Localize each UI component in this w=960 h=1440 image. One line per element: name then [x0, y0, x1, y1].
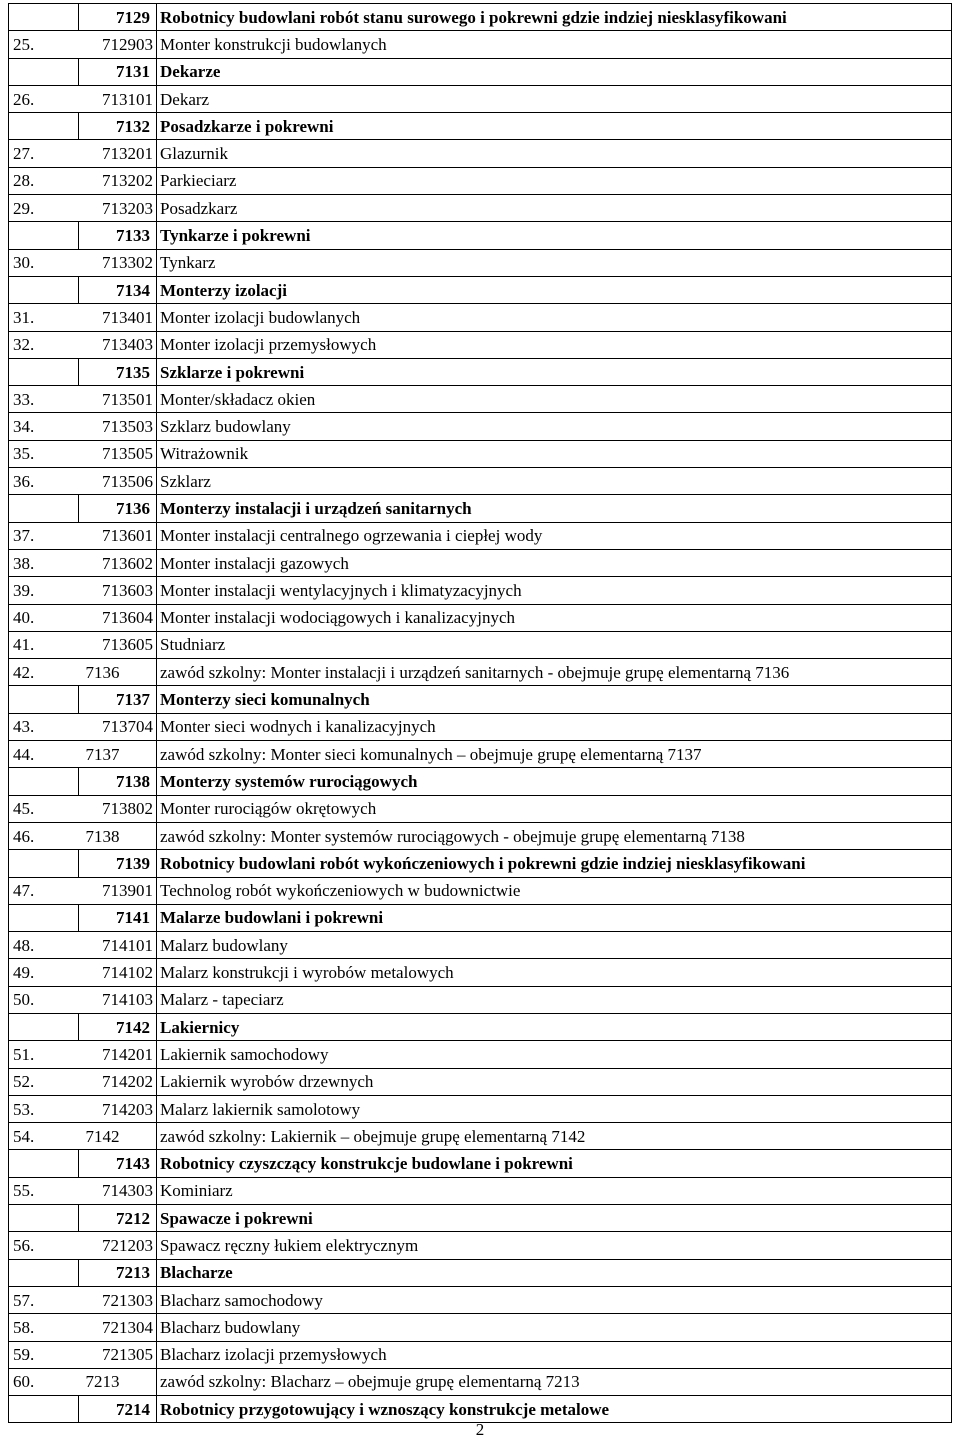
occupation-row	[9, 468, 952, 495]
occupation-code: 7142	[79, 1123, 157, 1150]
occupation-row	[9, 877, 952, 904]
occupation-row	[9, 959, 952, 986]
occupation-name: Monter izolacji przemysłowych	[157, 331, 952, 358]
ordinal-number: 51.	[9, 1041, 79, 1068]
occupation-code: 713302	[79, 249, 157, 276]
group-code: 7141	[79, 904, 157, 931]
ordinal-number: 58.	[9, 1314, 79, 1341]
ordinal-number: 27.	[9, 140, 79, 167]
group-code: 7137	[79, 686, 157, 713]
occupation-code: 721305	[79, 1341, 157, 1368]
occupation-name: Kominiarz	[157, 1177, 952, 1204]
occupation-row	[9, 795, 952, 822]
occupation-row	[9, 440, 952, 467]
group-header-row	[9, 1013, 952, 1040]
lp-cell-empty	[9, 1150, 79, 1177]
occupation-code: 713802	[79, 795, 157, 822]
ordinal-number: 25.	[9, 31, 79, 58]
occupation-name: Monter instalacji centralnego ogrzewania i ciepłej wody	[157, 522, 952, 549]
group-header-row	[9, 1396, 952, 1423]
group-name: Blacharze	[157, 1259, 952, 1286]
occupation-code: 713704	[79, 713, 157, 740]
lp-cell-empty	[9, 4, 79, 31]
ordinal-number: 60.	[9, 1368, 79, 1395]
occupation-code: 713505	[79, 440, 157, 467]
group-code: 7136	[79, 495, 157, 522]
occupation-name: Spawacz ręczny łukiem elektrycznym	[157, 1232, 952, 1259]
lp-cell-empty	[9, 904, 79, 931]
group-header-row	[9, 1150, 952, 1177]
ordinal-number: 47.	[9, 877, 79, 904]
ordinal-number: 28.	[9, 167, 79, 194]
group-code: 7134	[79, 276, 157, 303]
occupation-name: Glazurnik	[157, 140, 952, 167]
occupation-row	[9, 932, 952, 959]
occupation-row	[9, 1286, 952, 1313]
occupation-name: zawód szkolny: Monter systemów rurociągowych - obejmuje grupę elementarną 7138	[157, 822, 952, 849]
occupation-code: 714203	[79, 1095, 157, 1122]
ordinal-number: 29.	[9, 195, 79, 222]
group-code: 7214	[79, 1396, 157, 1423]
occupation-row	[9, 140, 952, 167]
group-code: 7132	[79, 113, 157, 140]
occupation-codes-body	[9, 4, 952, 1423]
lp-cell-empty	[9, 276, 79, 303]
occupation-row	[9, 822, 952, 849]
occupation-row	[9, 986, 952, 1013]
occupation-row	[9, 577, 952, 604]
occupation-codes-table	[8, 3, 952, 1423]
occupation-code: 7138	[79, 822, 157, 849]
group-header-row	[9, 768, 952, 795]
occupation-name: Malarz - tapeciarz	[157, 986, 952, 1013]
occupation-code: 713603	[79, 577, 157, 604]
occupation-name: Malarz lakiernik samolotowy	[157, 1095, 952, 1122]
occupation-code: 713101	[79, 85, 157, 112]
ordinal-number: 52.	[9, 1068, 79, 1095]
group-header-row	[9, 276, 952, 303]
group-name: Monterzy instalacji i urządzeń sanitarnych	[157, 495, 952, 522]
ordinal-number: 45.	[9, 795, 79, 822]
occupation-code: 714303	[79, 1177, 157, 1204]
occupation-row	[9, 31, 952, 58]
ordinal-number: 46.	[9, 822, 79, 849]
occupation-row	[9, 549, 952, 576]
lp-cell-empty	[9, 1013, 79, 1040]
occupation-code: 713604	[79, 604, 157, 631]
group-code: 7131	[79, 58, 157, 85]
ordinal-number: 42.	[9, 659, 79, 686]
occupation-code: 713203	[79, 195, 157, 222]
group-name: Robotnicy budowlani robót wykończeniowych i pokrewni gdzie indziej niesklasyfikowani	[157, 850, 952, 877]
occupation-code: 713605	[79, 631, 157, 658]
occupation-code: 7136	[79, 659, 157, 686]
occupation-name: Dekarz	[157, 85, 952, 112]
occupation-name: Lakiernik samochodowy	[157, 1041, 952, 1068]
occupation-name: Lakiernik wyrobów drzewnych	[157, 1068, 952, 1095]
group-code: 7129	[79, 4, 157, 31]
occupation-name: Szklarz	[157, 468, 952, 495]
occupation-name: Studniarz	[157, 631, 952, 658]
occupation-name: Monter rurociągów okrętowych	[157, 795, 952, 822]
group-header-row	[9, 1205, 952, 1232]
lp-cell-empty	[9, 358, 79, 385]
ordinal-number: 53.	[9, 1095, 79, 1122]
occupation-name: Posadzkarz	[157, 195, 952, 222]
occupation-name: Blacharz budowlany	[157, 1314, 952, 1341]
group-header-row	[9, 1259, 952, 1286]
occupation-name: Witrażownik	[157, 440, 952, 467]
ordinal-number: 48.	[9, 932, 79, 959]
group-name: Monterzy izolacji	[157, 276, 952, 303]
occupation-name: Parkieciarz	[157, 167, 952, 194]
occupation-name: Monter konstrukcji budowlanych	[157, 31, 952, 58]
occupation-code: 721304	[79, 1314, 157, 1341]
occupation-name: Tynkarz	[157, 249, 952, 276]
occupation-name: zawód szkolny: Lakiernik – obejmuje grupę elementarną 7142	[157, 1123, 952, 1150]
occupation-row	[9, 1368, 952, 1395]
occupation-code: 713602	[79, 549, 157, 576]
lp-cell-empty	[9, 1259, 79, 1286]
ordinal-number: 33.	[9, 386, 79, 413]
lp-cell-empty	[9, 58, 79, 85]
occupation-code: 721303	[79, 1286, 157, 1313]
occupation-code: 713401	[79, 304, 157, 331]
lp-cell-empty	[9, 686, 79, 713]
group-name: Monterzy sieci komunalnych	[157, 686, 952, 713]
occupation-row	[9, 1041, 952, 1068]
ordinal-number: 38.	[9, 549, 79, 576]
occupation-row	[9, 522, 952, 549]
occupation-code: 714102	[79, 959, 157, 986]
occupation-name: Monter/składacz okien	[157, 386, 952, 413]
occupation-row	[9, 249, 952, 276]
occupation-name: zawód szkolny: Monter sieci komunalnych – obejmuje grupę elementarną 7137	[157, 741, 952, 768]
ordinal-number: 39.	[9, 577, 79, 604]
occupation-row	[9, 386, 952, 413]
group-name: Posadzkarze i pokrewni	[157, 113, 952, 140]
occupation-row	[9, 195, 952, 222]
occupation-name: Malarz budowlany	[157, 932, 952, 959]
ordinal-number: 26.	[9, 85, 79, 112]
group-header-row	[9, 222, 952, 249]
group-code: 7135	[79, 358, 157, 385]
group-name: Robotnicy przygotowujący i wznoszący konstrukcje metalowe	[157, 1396, 952, 1423]
ordinal-number: 57.	[9, 1286, 79, 1313]
occupation-code: 713202	[79, 167, 157, 194]
occupation-code: 714202	[79, 1068, 157, 1095]
group-name: Dekarze	[157, 58, 952, 85]
occupation-row	[9, 631, 952, 658]
occupation-code: 713503	[79, 413, 157, 440]
ordinal-number: 54.	[9, 1123, 79, 1150]
occupation-name: Blacharz samochodowy	[157, 1286, 952, 1313]
ordinal-number: 32.	[9, 331, 79, 358]
occupation-name: Technolog robót wykończeniowych w budownictwie	[157, 877, 952, 904]
occupation-code: 713506	[79, 468, 157, 495]
ordinal-number: 35.	[9, 440, 79, 467]
occupation-name: Monter instalacji wodociągowych i kanalizacyjnych	[157, 604, 952, 631]
ordinal-number: 49.	[9, 959, 79, 986]
occupation-name: zawód szkolny: Blacharz – obejmuje grupę elementarną 7213	[157, 1368, 952, 1395]
group-name: Szklarze i pokrewni	[157, 358, 952, 385]
lp-cell-empty	[9, 222, 79, 249]
occupation-code: 713201	[79, 140, 157, 167]
group-code: 7143	[79, 1150, 157, 1177]
group-name: Malarze budowlani i pokrewni	[157, 904, 952, 931]
occupation-code: 713403	[79, 331, 157, 358]
occupation-row	[9, 413, 952, 440]
group-code: 7139	[79, 850, 157, 877]
ordinal-number: 44.	[9, 741, 79, 768]
group-header-row	[9, 113, 952, 140]
ordinal-number: 37.	[9, 522, 79, 549]
occupation-row	[9, 1123, 952, 1150]
occupation-code: 7137	[79, 741, 157, 768]
ordinal-number: 43.	[9, 713, 79, 740]
occupation-row	[9, 1341, 952, 1368]
occupation-name: zawód szkolny: Monter instalacji i urządzeń sanitarnych - obejmuje grupę elementarną 7136	[157, 659, 952, 686]
lp-cell-empty	[9, 113, 79, 140]
occupation-row	[9, 331, 952, 358]
lp-cell-empty	[9, 495, 79, 522]
occupation-row	[9, 1068, 952, 1095]
group-code: 7213	[79, 1259, 157, 1286]
occupation-name: Blacharz izolacji przemysłowych	[157, 1341, 952, 1368]
group-name: Monterzy systemów rurociągowych	[157, 768, 952, 795]
occupation-code: 714103	[79, 986, 157, 1013]
occupation-row	[9, 1232, 952, 1259]
occupation-name: Monter sieci wodnych i kanalizacyjnych	[157, 713, 952, 740]
ordinal-number: 31.	[9, 304, 79, 331]
ordinal-number: 50.	[9, 986, 79, 1013]
occupation-code: 714201	[79, 1041, 157, 1068]
occupation-code: 721203	[79, 1232, 157, 1259]
group-code: 7133	[79, 222, 157, 249]
ordinal-number: 59.	[9, 1341, 79, 1368]
occupation-row	[9, 1177, 952, 1204]
ordinal-number: 55.	[9, 1177, 79, 1204]
group-name: Robotnicy czyszczący konstrukcje budowlane i pokrewni	[157, 1150, 952, 1177]
occupation-row	[9, 659, 952, 686]
group-code: 7142	[79, 1013, 157, 1040]
group-header-row	[9, 850, 952, 877]
occupation-code: 7213	[79, 1368, 157, 1395]
occupation-name: Monter instalacji wentylacyjnych i klimatyzacyjnych	[157, 577, 952, 604]
ordinal-number: 30.	[9, 249, 79, 276]
occupation-row	[9, 604, 952, 631]
group-header-row	[9, 4, 952, 31]
occupation-row	[9, 1095, 952, 1122]
occupation-code: 713601	[79, 522, 157, 549]
group-name: Robotnicy budowlani robót stanu surowego i pokrewni gdzie indziej niesklasyfikowani	[157, 4, 952, 31]
occupation-code: 712903	[79, 31, 157, 58]
group-name: Spawacze i pokrewni	[157, 1205, 952, 1232]
occupation-code: 713901	[79, 877, 157, 904]
occupation-name: Malarz konstrukcji i wyrobów metalowych	[157, 959, 952, 986]
occupation-name: Monter izolacji budowlanych	[157, 304, 952, 331]
group-header-row	[9, 686, 952, 713]
lp-cell-empty	[9, 1205, 79, 1232]
page-number: 2	[475, 1420, 485, 1439]
group-name: Lakiernicy	[157, 1013, 952, 1040]
occupation-name: Monter instalacji gazowych	[157, 549, 952, 576]
occupation-row	[9, 741, 952, 768]
occupation-row	[9, 167, 952, 194]
occupation-name: Szklarz budowlany	[157, 413, 952, 440]
occupation-row	[9, 304, 952, 331]
lp-cell-empty	[9, 1396, 79, 1423]
occupation-row	[9, 1314, 952, 1341]
occupation-code: 714101	[79, 932, 157, 959]
group-header-row	[9, 904, 952, 931]
ordinal-number: 56.	[9, 1232, 79, 1259]
occupation-row	[9, 85, 952, 112]
group-code: 7138	[79, 768, 157, 795]
lp-cell-empty	[9, 850, 79, 877]
lp-cell-empty	[9, 768, 79, 795]
ordinal-number: 34.	[9, 413, 79, 440]
group-header-row	[9, 58, 952, 85]
group-code: 7212	[79, 1205, 157, 1232]
group-name: Tynkarze i pokrewni	[157, 222, 952, 249]
group-header-row	[9, 495, 952, 522]
occupation-code: 713501	[79, 386, 157, 413]
ordinal-number: 40.	[9, 604, 79, 631]
ordinal-number: 36.	[9, 468, 79, 495]
ordinal-number: 41.	[9, 631, 79, 658]
group-header-row	[9, 358, 952, 385]
occupation-row	[9, 713, 952, 740]
